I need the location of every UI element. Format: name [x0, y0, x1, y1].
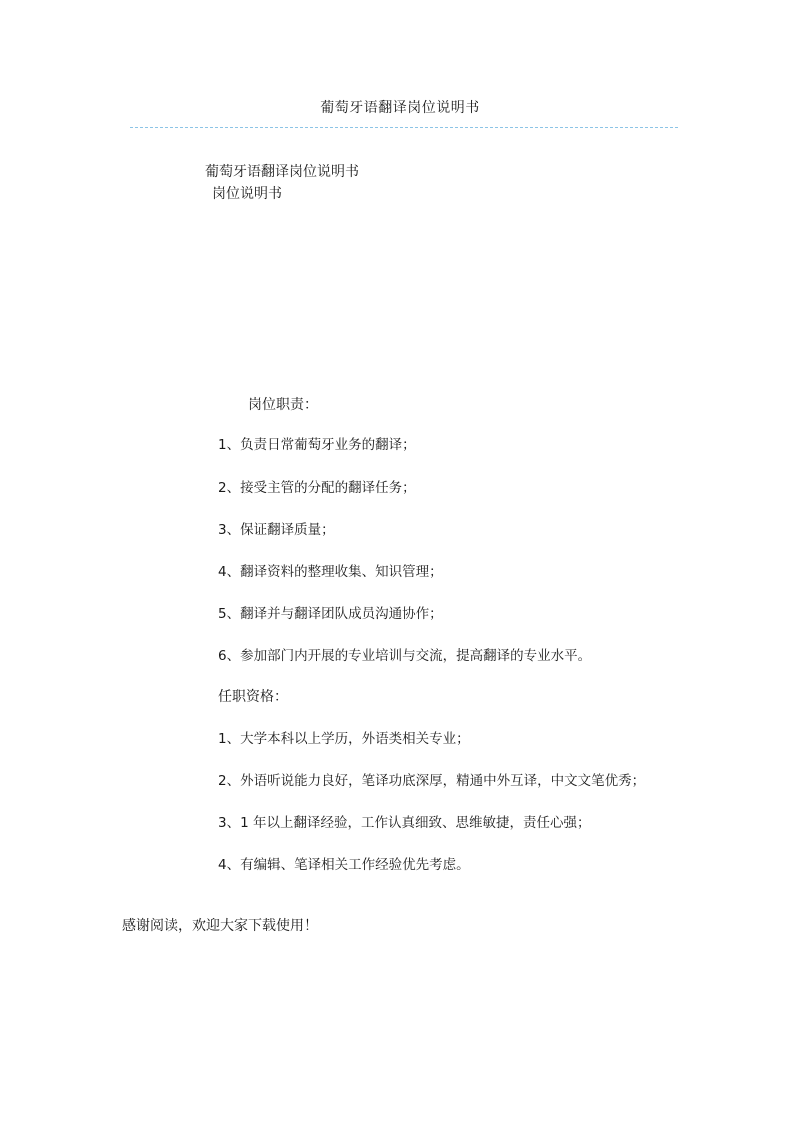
- responsibility-item: [218, 602, 443, 622]
- item-number: 5、: [218, 606, 241, 622]
- item-number: 2、: [218, 773, 241, 789]
- qualifications-heading: 任职资格：: [218, 689, 288, 705]
- item-text: 接受主管的分配的翻译任务；: [240, 480, 416, 496]
- item-text: 外语听说能力良好，笔译功底深厚，精通中外互译，中文文笔优秀；: [240, 773, 646, 789]
- responsibilities-heading: 岗位职责：: [248, 397, 318, 413]
- responsibility-item: [218, 476, 416, 496]
- qualification-item: [218, 769, 645, 789]
- item-number: 4、: [218, 857, 241, 873]
- responsibility-item: [218, 433, 416, 453]
- item-number: 3、: [218, 815, 241, 831]
- item-number: 3、: [218, 522, 241, 538]
- item-text: 翻译并与翻译团队成员沟通协作；: [240, 606, 443, 622]
- item-text: 负责日常葡萄牙业务的翻译；: [240, 437, 416, 453]
- item-number: 4、: [218, 564, 241, 580]
- responsibility-item: [218, 644, 591, 664]
- item-text: 翻译资料的整理收集、知识管理；: [240, 564, 443, 580]
- qualification-item: [218, 853, 470, 873]
- item-text: 大学本科以上学历，外语类相关专业；: [240, 731, 470, 747]
- document-title: 葡萄牙语翻译岗位说明书: [205, 164, 359, 180]
- qualification-item: [218, 727, 470, 747]
- item-text: 1 年以上翻译经验，工作认真细致、思维敏捷，责任心强；: [240, 815, 591, 831]
- responsibility-item: [218, 518, 335, 538]
- document-subtitle: 岗位说明书: [212, 186, 282, 202]
- item-number: 1、: [218, 437, 241, 453]
- item-text: 保证翻译质量；: [240, 522, 335, 538]
- closing-message: 感谢阅读，欢迎大家下载使用！: [122, 918, 318, 934]
- item-number: 6、: [218, 648, 241, 664]
- item-number: 1、: [218, 731, 241, 747]
- item-number: 2、: [218, 480, 241, 496]
- item-text: 有编辑、笔译相关工作经验优先考虑。: [240, 857, 470, 873]
- responsibility-item: [218, 560, 443, 580]
- header-divider: [130, 127, 678, 128]
- qualification-item: [218, 811, 590, 831]
- item-text: 参加部门内开展的专业培训与交流，提高翻译的专业水平。: [240, 648, 592, 664]
- page-header-title: 葡萄牙语翻译岗位说明书: [320, 100, 480, 116]
